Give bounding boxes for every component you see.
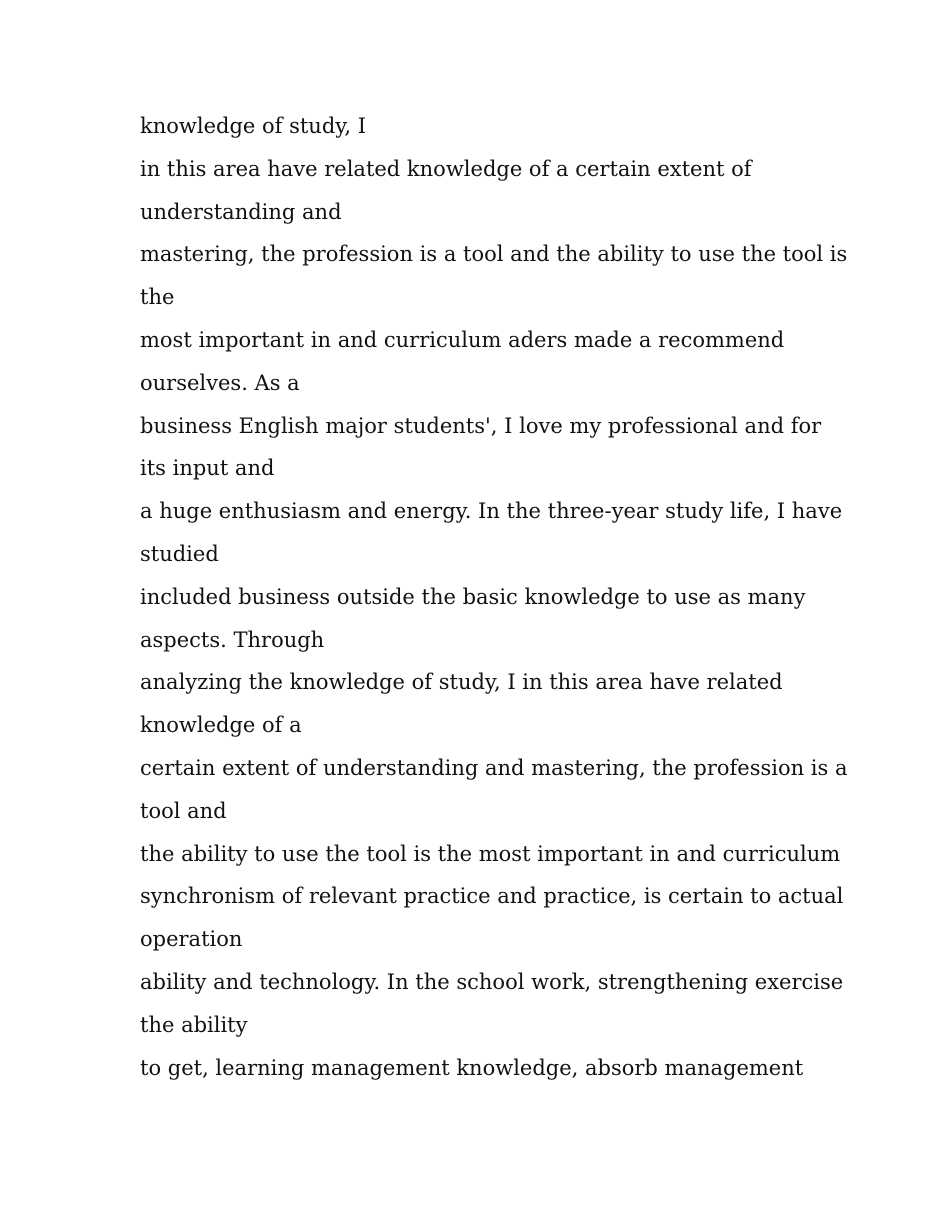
text-line: knowledge of study, I [140, 114, 366, 138]
text-line: synchronism of relevant practice and practice, is certain to actual [140, 884, 844, 909]
text-line: the [140, 285, 175, 310]
text-line: aspects. Through [140, 627, 325, 652]
text-line: the ability to use the tool is the most important in and curriculum [140, 841, 841, 866]
text-line: analyzing the knowledge of study, I in this area have related [140, 670, 783, 695]
text-line: in this area have related knowledge of a certain extent of [140, 156, 752, 181]
text-line: included business outside the basic knowledge to use as many [140, 584, 806, 609]
text-line: its input and [140, 456, 275, 481]
text-line: certain extent of understanding and mastering, the profession is a [140, 755, 848, 780]
text-line: to get, learning management knowledge, absorb management [140, 1055, 804, 1080]
text-line: operation [140, 927, 243, 952]
text-line: studied [140, 541, 219, 566]
text-line: understanding and [140, 199, 342, 224]
text-line: tool and [140, 798, 227, 823]
text-line: mastering, the profession is a tool and the ability to use the tool is [140, 242, 848, 267]
text-line: business English major students', I love my professional and for [140, 413, 822, 438]
body-text [140, 105, 848, 1089]
text-line: ourselves. As a [140, 370, 300, 395]
text-line: the ability [140, 1012, 248, 1037]
text-line: most important in and curriculum aders made a recommend [140, 327, 785, 352]
text-line: ability and technology. In the school work, strengthening exercise [140, 969, 844, 994]
text-line: a huge enthusiasm and energy. In the three-year study life, I have [140, 499, 843, 524]
text-line: knowledge of a [140, 713, 302, 738]
